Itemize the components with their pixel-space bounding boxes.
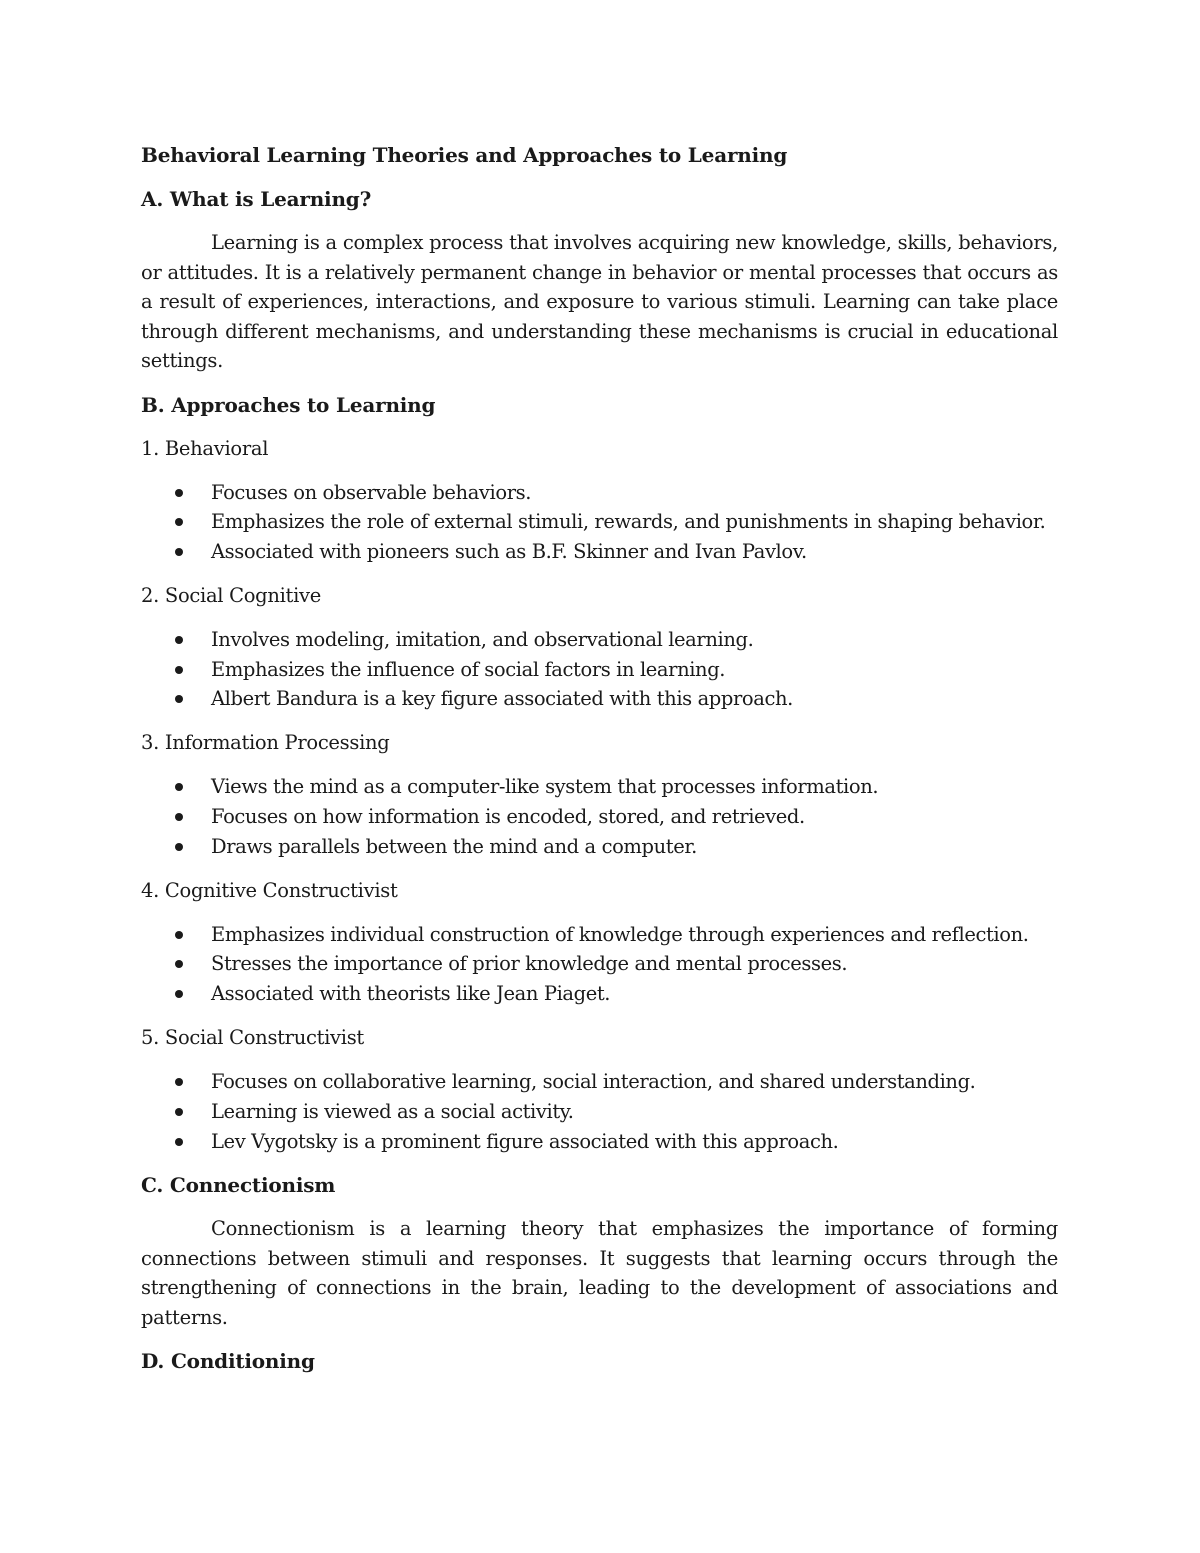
list-item-text: Emphasizes individual construction of knowledge through experiences and reflection.: [211, 922, 1029, 946]
list-item: [141, 1127, 1058, 1157]
list-item-text: Emphasizes the role of external stimuli, rewards, and punishments in shaping behavior.: [211, 510, 1046, 534]
bullet-icon: [175, 548, 183, 556]
list-item: [141, 832, 1058, 862]
approach-social-cognitive-label: 2. Social Cognitive: [141, 583, 321, 607]
list-item: [141, 920, 1058, 950]
list-item: [141, 684, 1058, 714]
list-item: [141, 478, 1058, 508]
bullet-icon: [175, 931, 183, 939]
bullet-icon: [175, 813, 183, 821]
list-item-text: Focuses on collaborative learning, social interaction, and shared understanding.: [211, 1070, 976, 1094]
document-title: Behavioral Learning Theories and Approaches to Learning: [141, 143, 788, 167]
list-item: [141, 1097, 1058, 1127]
list-item-text: Stresses the importance of prior knowledge and mental processes.: [211, 952, 848, 976]
bullet-icon: [175, 1108, 183, 1116]
list-item: [141, 625, 1058, 655]
list-item: [141, 979, 1058, 1009]
approach-information-processing-list: [141, 772, 1058, 861]
bullet-icon: [175, 489, 183, 497]
list-item-text: Focuses on observable behaviors.: [211, 480, 532, 504]
list-item-text: Albert Bandura is a key figure associated with this approach.: [211, 687, 793, 711]
bullet-icon: [175, 666, 183, 674]
section-c-paragraph: Connectionism is a learning theory that emphasizes the importance of forming connections between stimuli and responses. It suggests that learning occurs through the strengthening of connections in the brain, leading to the development of associations and patterns.: [141, 1217, 1058, 1329]
bullet-icon: [175, 1138, 183, 1146]
list-item-text: Involves modeling, imitation, and observational learning.: [211, 627, 754, 651]
section-a-heading: A. What is Learning?: [141, 187, 372, 211]
list-item-text: Associated with pioneers such as B.F. Skinner and Ivan Pavlov.: [211, 540, 807, 564]
bullet-icon: [175, 783, 183, 791]
approach-cognitive-constructivist-label: 4. Cognitive Constructivist: [141, 878, 398, 902]
list-item: [141, 655, 1058, 685]
bullet-icon: [175, 695, 183, 703]
list-item-text: Lev Vygotsky is a prominent figure associated with this approach.: [211, 1129, 839, 1153]
list-item-text: Focuses on how information is encoded, stored, and retrieved.: [211, 805, 805, 829]
document-page: [141, 140, 1058, 1390]
list-item-text: Associated with theorists like Jean Piaget.: [211, 982, 611, 1006]
section-a-paragraph: Learning is a complex process that involves acquiring new knowledge, skills, behaviors, or attitudes. It is a relatively permanent change in behavior or mental processes that occurs as a result of experiences, interactions, and exposure to various stimuli. Learning can take place through different mechanisms, and understanding these mechanisms is crucial in educational settings.: [141, 231, 1058, 372]
list-item: [141, 507, 1058, 537]
bullet-icon: [175, 990, 183, 998]
list-item-text: Draws parallels between the mind and a computer.: [211, 834, 697, 858]
list-item-text: Learning is viewed as a social activity.: [211, 1099, 574, 1123]
section-d-heading: D. Conditioning: [141, 1349, 315, 1374]
list-item: [141, 1067, 1058, 1097]
bullet-icon: [175, 1078, 183, 1086]
section-c-heading: C. Connectionism: [141, 1173, 336, 1198]
approach-behavioral-list: [141, 478, 1058, 567]
approach-information-processing-label: 3. Information Processing: [141, 731, 390, 755]
approach-social-constructivist-label: 5. Social Constructivist: [141, 1026, 364, 1050]
approach-behavioral-label: 1. Behavioral: [141, 436, 269, 460]
approach-cognitive-constructivist-list: [141, 920, 1058, 1009]
bullet-icon: [175, 636, 183, 644]
bullet-icon: [175, 843, 183, 851]
bullet-icon: [175, 518, 183, 526]
list-item-text: Emphasizes the influence of social factors in learning.: [211, 657, 726, 681]
list-item: [141, 949, 1058, 979]
list-item-text: Views the mind as a computer-like system that processes information.: [211, 775, 879, 799]
approach-social-cognitive-list: [141, 625, 1058, 714]
approach-social-constructivist-list: [141, 1067, 1058, 1156]
list-item: [141, 537, 1058, 567]
section-b-heading: B. Approaches to Learning: [141, 392, 436, 417]
list-item: [141, 802, 1058, 832]
bullet-icon: [175, 960, 183, 968]
list-item: [141, 772, 1058, 802]
